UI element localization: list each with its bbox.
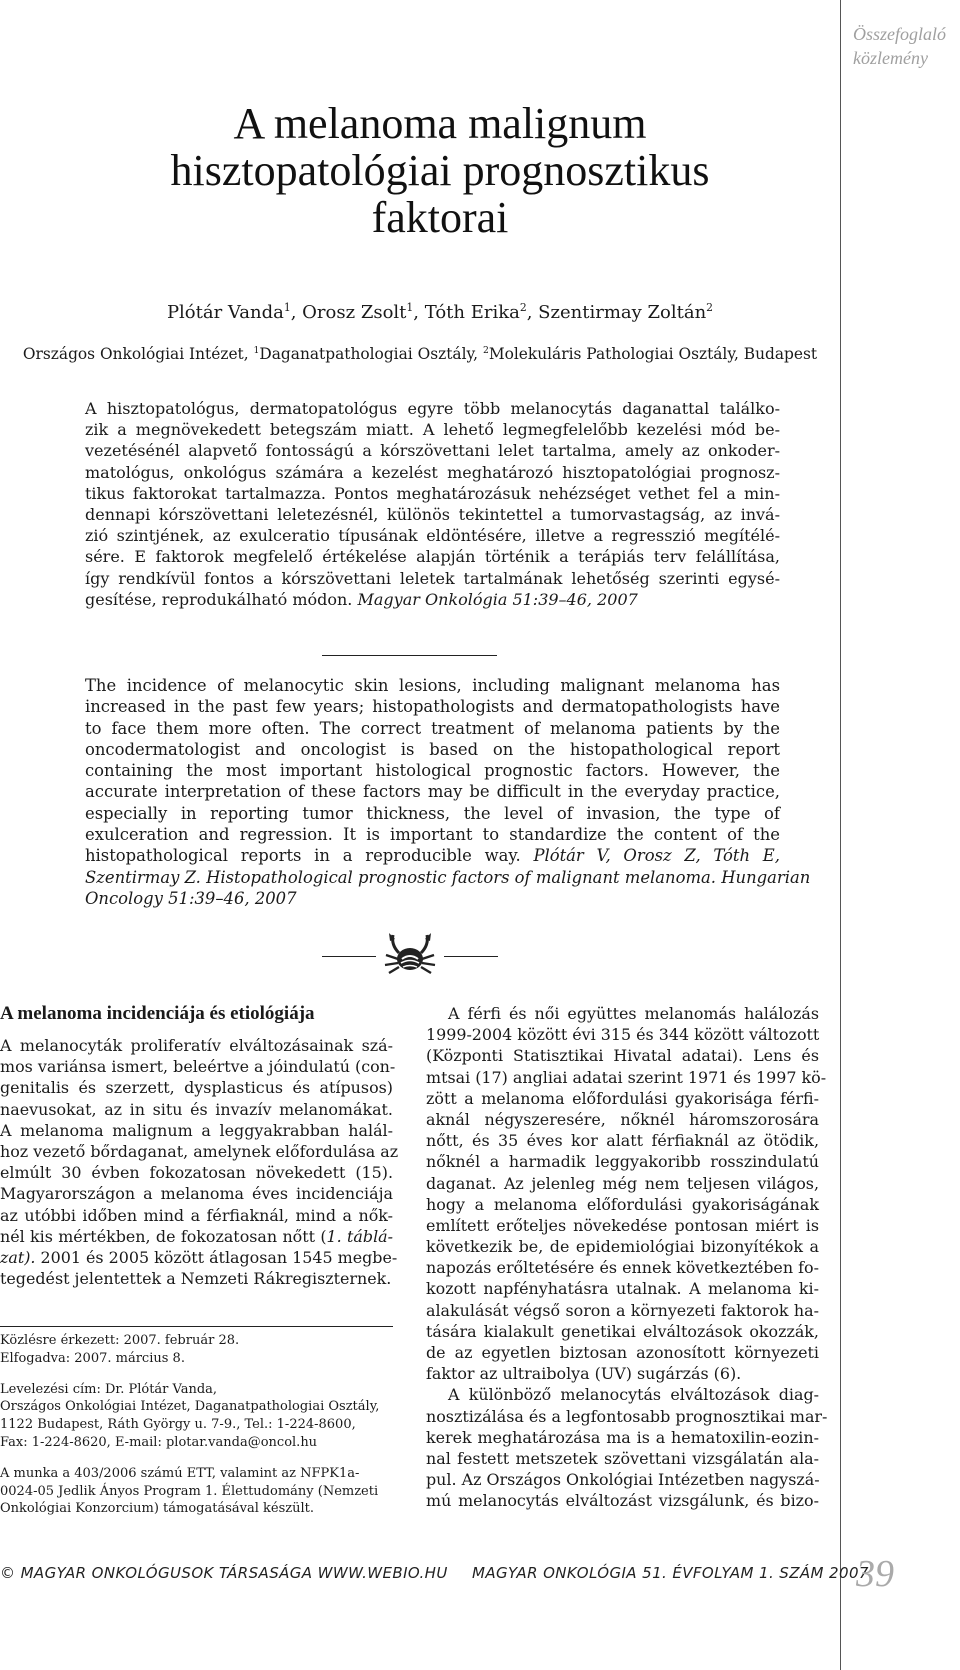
body-line: az utóbbi időben mind a férfiaknál, mind a nők- [0, 1205, 393, 1225]
body-line: A férfi és női együttes melanomás halálozás [448, 1004, 819, 1023]
affiliation-marker: 2 [482, 344, 489, 356]
spacer [0, 1368, 393, 1381]
correspondence-line: Országos Onkológiai Intézet, Daganatpathologiai Osztály, [0, 1399, 380, 1415]
body-line: A melanocyták proliferatív elváltozásainak szá- [0, 1036, 393, 1055]
sidebar-rule [840, 0, 841, 1670]
crab-icon [381, 929, 439, 981]
ornament-rule-left [322, 956, 376, 957]
abstract-line: oncodermatologist and oncologist is based on the histopathological report [85, 739, 780, 759]
abstract-line: to face them more often. The correct treatment of melanoma patients by the [85, 718, 780, 738]
section-label-line: Összefoglaló [853, 24, 947, 44]
affiliation-text: Molekuláris Pathologiai Osztály, Budapest [488, 345, 818, 363]
abstract-line: így rendkívül fontos a kórszövettani leletek tartalmának lehetőség szerinti egysé- [85, 568, 780, 588]
left-column [0, 1002, 399, 1289]
body-line: A melanoma malignum a leggyakrabban halál- [0, 1120, 393, 1140]
body-line: mtsai (17) angliai adatai szerint 1971 és 1997 kö- [426, 1067, 827, 1087]
abstract-english [85, 675, 811, 909]
affiliation-marker: 2 [706, 301, 714, 314]
body-line: daganat. Az jelenleg még nem teljesen világos, [426, 1173, 819, 1193]
abstract-line: A hisztopatológus, dermatopatológus egyre több melanocytás daganattal találko- [85, 399, 780, 418]
accepted-date: Elfogadva: 2007. március 8. [0, 1350, 185, 1366]
divider [322, 655, 497, 656]
affiliation-text: Országos Onkológiai Intézet, [22, 345, 254, 363]
body-line: napozás erőltetésére és ennek következtében fo- [426, 1258, 819, 1278]
abstract-citation-line: Oncology 51:39–46, 2007 [85, 888, 297, 908]
body-line: következik be, de epidemiológiai bizonyítékok a [426, 1237, 819, 1257]
abstract-line-last [85, 589, 780, 610]
body-text: 2001 és 2005 között átlagosan 1545 megbe- [35, 1247, 398, 1267]
body-line: mos variánsa ismert, beleértve a jóindulatú (con- [0, 1057, 396, 1077]
abstract-line: zió szintjének, az exulceratio típusának eldöntésére, illetve a regresszió megítélé- [85, 526, 780, 546]
funding-line: 0024-05 Jedlik Ányos Program 1. Élettudomány (Nemzeti [0, 1483, 379, 1499]
abstract-citation: Magyar Onkológia 51:39–46, 2007 [357, 589, 638, 609]
received-date: Közlésre érkezett: 2007. február 28. [0, 1333, 240, 1348]
section-heading: A melanoma incidenciája és etiológiája [0, 1003, 315, 1024]
body-line [0, 1247, 398, 1268]
affiliation-marker: 1 [283, 301, 291, 314]
body-line: Magyarországon a melanoma éves incidenciája [0, 1184, 393, 1204]
page-number: 39 [856, 1553, 894, 1595]
body-line: 1999-2004 között évi 315 és 344 között változott [426, 1025, 820, 1045]
affiliation-marker: 1 [406, 301, 414, 314]
body-line: zött a melanoma előfordulási gyakorisága férfi- [426, 1088, 819, 1108]
abstract-line: tikus faktorokat tartalmazza. Pontos meghatározásuk nehézséget vethet fel a min- [85, 483, 780, 503]
body-paragraph [0, 1035, 399, 1289]
spacer [0, 1452, 393, 1465]
body-line: hogy a melanoma előfordulási gyakoriságának [426, 1194, 819, 1214]
body-line: kerek meghatározása ma is a hematoxilin-eozin- [426, 1427, 819, 1447]
title-line: hisztopatológiai prognosztikus [170, 146, 710, 195]
body-line: A különböző melanocytás elváltozások diag- [448, 1385, 819, 1405]
section-label [853, 22, 958, 70]
abstract-citation-line: Szentirmay Z. Histopathological prognostic factors of malignant melanoma. Hungarian [85, 867, 811, 887]
body-line: nosztizálása és a legfontosabb prognosztikai mar- [426, 1406, 828, 1426]
ornament-rule-right [444, 956, 498, 957]
affiliation-text: Daganatpathologiai Osztály, [259, 345, 483, 363]
table-reference: 1. táblá- [326, 1226, 393, 1246]
body-paragraph [426, 1003, 827, 1384]
author: , Tóth Erika [413, 302, 520, 323]
funding-line: A munka a 403/2006 számú ETT, valamint az NFPK1a- [0, 1465, 360, 1481]
abstract-line: vezetésénél alapvető fontosságú a kórszövettani lelet tartalma, amely az onkoder- [85, 441, 780, 461]
body-line: elmúlt 30 évben fokozatosan növekedett (15). [0, 1163, 393, 1183]
body-line [0, 1226, 393, 1247]
body-paragraph [426, 1384, 828, 1511]
abstract-citation: Plótár V, Orosz Z, Tóth E, [533, 846, 780, 866]
body-line: naevusokat, az in situ és invazív melanomákat. [0, 1099, 393, 1119]
abstract-line: increased in the past few years; histopathologists and dermatopathologists have [85, 697, 780, 717]
abstract-line: The incidence of melanocytic skin lesions, including malignant melanoma has [85, 676, 780, 695]
correspondence-line: 1122 Budapest, Ráth György u. 7-9., Tel.: 1-224-8600, [0, 1417, 356, 1433]
abstract-line: especially in reporting tumor thickness, the level of invasion, the type of [85, 803, 780, 823]
body-line: hoz vezető bőrdaganat, amelynek előfordulása az [0, 1141, 399, 1161]
abstract-line: accurate interpretation of these factors may be difficult in the everyday practice, [85, 782, 780, 802]
author: Plótár Vanda [166, 302, 284, 323]
title-line: faktorai [371, 193, 509, 242]
abstract-hungarian [85, 398, 780, 610]
abstract-text: gesítése, reprodukálható módon. [85, 589, 358, 609]
abstract-line: exulceration and regression. It is important to standardize the content of the [85, 825, 780, 845]
body-line: alakulását végső soron a környezeti faktorok ha- [426, 1300, 819, 1320]
body-line: nal festett metszetek szövettani vizsgálatán ala- [426, 1448, 819, 1468]
title-line: A melanoma malignum [233, 99, 647, 148]
abstract-line: containing the most important histological prognostic factors. However, the [85, 761, 780, 781]
author-list [60, 301, 820, 325]
abstract-line: zik a megnövekedett betegszám miatt. A lehető legmegfelelőbb kezelési mód be- [85, 420, 780, 440]
abstract-line: dennapi kórszövettani leletezésnél, különös tekintettel a tumorvastagság, az invá- [85, 504, 780, 524]
body-text: nél kis mértékben, de fokozatosan nőtt ( [0, 1226, 327, 1246]
abstract-line: matológus, onkológus számára a kezelést meghatározó hisztopatológiai prognosz- [85, 462, 780, 482]
footer-publisher: © MAGYAR ONKOLÓGUSOK TÁRSASÁGA WWW.WEBIO.HU [0, 1564, 448, 1582]
body-line: faktor az ultraibolya (UV) sugárzás (6). [426, 1364, 742, 1384]
right-column [426, 1003, 828, 1512]
abstract-text: histopathological reports in a reproducible way. [85, 846, 534, 866]
body-line: mú melanocytás elváltozást vizsgálunk, és bizo- [426, 1491, 819, 1511]
footnotes [0, 1332, 393, 1518]
body-line: aknál négyszeresére, nőknél háromszorosára [426, 1109, 819, 1129]
body-line: de az egyetlen biztosan azonosított környezeti [426, 1343, 819, 1362]
affiliations [0, 344, 840, 364]
correspondence-line: Levelezési cím: Dr. Plótár Vanda, [0, 1381, 218, 1397]
body-line: tegedést jelentettek a Nemzeti Rákregiszternek. [0, 1269, 392, 1289]
footer-journal: MAGYAR ONKOLÓGIA 51. ÉVFOLYAM 1. SZÁM 2007 [472, 1564, 869, 1582]
body-line: említett erőteljes növekedése pontosan miért is [426, 1215, 819, 1235]
section-label-line: közlemény [853, 48, 928, 68]
table-reference: zat). [0, 1247, 36, 1267]
body-line: (Központi Statisztikai Hivatal adatai). Lens és [426, 1046, 819, 1066]
article-title [60, 100, 820, 241]
body-line: kozott napfényhatásra utalnak. A melanoma ki- [426, 1279, 819, 1299]
footnote-rule [0, 1326, 393, 1327]
affiliation-marker: 2 [519, 301, 527, 314]
author: , Orosz Zsolt [290, 302, 407, 323]
funding-line: Onkológiai Konzorcium) támogatásával készült. [0, 1501, 314, 1517]
author: , Szentirmay Zoltán [526, 302, 707, 323]
body-line: pul. Az Országos Onkológiai Intézetben nagyszá- [426, 1470, 820, 1490]
body-line: nőknél a harmadik leggyakoribb rosszindulatú [426, 1152, 819, 1172]
affiliation-marker: 1 [253, 344, 260, 356]
body-line: genitalis és szerzett, dysplasticus és atípusos) [0, 1078, 393, 1098]
abstract-line [85, 845, 780, 866]
correspondence-line: Fax: 1-224-8620, E-mail: plotar.vanda@oncol.hu [0, 1434, 318, 1450]
body-line: tására kialakult genetikai elváltozások okozzák, [426, 1321, 819, 1341]
body-line: nőtt, és 35 éves kor alatt férfiaknál az ötödik, [426, 1131, 819, 1151]
abstract-line: sére. E faktorok megfelelő értékelése alapján történik a terápiás terv felállítása, [85, 547, 780, 567]
